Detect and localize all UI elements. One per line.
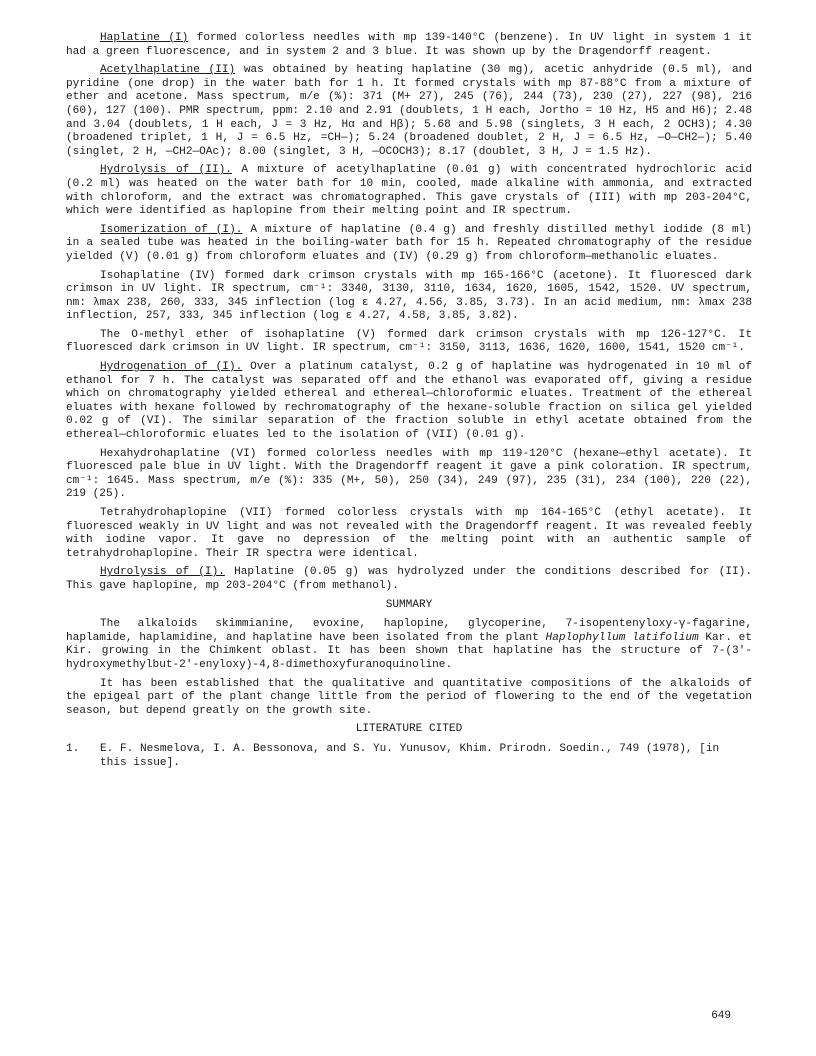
- paragraph-isohaplatine: [66, 270, 752, 324]
- paragraph-text: Isohaplatine (IV) formed dark crimson crystals with mp 165-166°C (acetone). It fluoresced dark crimson in UV light. IR spectrum, cm⁻¹: 3340, 3130, 3110, 1634, 1620, 1605, 1542, 1520. UV spectrum, nm: λmax 238, 260, 333, 345 inflection (log ε 4.27, 4.56, 3.85, 3.73). In an acid medium, nm: λmax 238 inflection, 257, 333, 345 inflection (log ε 4.27, 4.58, 3.85, 3.82).: [66, 269, 752, 323]
- paragraph-hexahydrohaplatine: [66, 448, 752, 502]
- paragraph-title: Isomerization of (I).: [100, 223, 243, 236]
- paper-page: [66, 32, 752, 770]
- paragraph-title: Acetylhaplatine (II): [100, 64, 236, 77]
- paragraph-title: Hydrolysis of (I).: [100, 566, 225, 579]
- paragraph-title: Haplatine (I): [100, 32, 189, 44]
- paragraph-title: Hydrogenation of (I).: [100, 361, 243, 374]
- paragraph-acetylhaplatine: [66, 64, 752, 159]
- paragraph-text: Hexahydrohaplatine (VI) formed colorless needles with mp 119-120°C (hexane—ethyl acetate). It fluoresced pale blue in UV light. With the Dragendorff reagent it gave a pink coloration. IR spectrum, cm⁻¹: 1645. Mass spectrum, m/e (%): 335 (M+, 50), 250 (34), 249 (97), 235 (31), 234 (100), 220 (22), 219 (25).: [66, 447, 752, 501]
- reference-text: E. F. Nesmelova, I. A. Bessonova, and S. Yu. Yunusov, Khim. Prirodn. Soedin., 749 (1978), [in this issue].: [100, 742, 720, 769]
- paragraph-text: Haplatine (0.05 g) was hydrolyzed under the conditions described for (II). This gave haplopine, mp 203-204°C (from methanol).: [66, 566, 752, 592]
- summary-heading: SUMMARY: [385, 598, 433, 611]
- paragraph-text: formed colorless needles with mp 139-140°C (benzene). In UV light in system 1 it had a green fluorescence, and in system 2 and 3 blue. It was shown up by the Dragendorff reagent.: [66, 32, 752, 58]
- paragraph-text: The O-methyl ether of isohaplatine (V) formed dark crimson crystals with mp 126-127°C. It fluoresced dark crimson in UV light. IR spectrum, cm⁻¹: 3150, 3113, 1636, 1620, 1600, 1541, 1520 cm⁻¹.: [66, 328, 752, 355]
- literature-heading: LITERATURE CITED: [355, 723, 463, 736]
- paragraph-text: was obtained by heating haplatine (30 mg), acetic anhydride (0.5 ml), and pyridine (one drop) in the water bath for 1 h. It formed crystals with mp 87-88°C from a mixture of ether and acetone. Mass spectrum, m/e (%): 371 (M+ 27), 245 (76), 244 (73), 230 (27), 227 (98), 216 (60), 127 (100). PMR spectrum, ppm: 2.10 and 2.91 (doublets, 1 H each, Jortho = 10 Hz, H5 and H6); 2.48 and 3.04 (doublets, 1 H each, J = 3 Hz, Hα and Hβ); 5.68 and 5.98 (singlets, 3 H each, 2 OCH3); 4.30 (broadened triplet, 1 H, J = 6.5 Hz, =CH—); 5.24 (broadened doublet, 2 H, J = 6.5 Hz, —O—CH2—); 5.40 (singlet, 2 H, —CH2—OAc); 8.00 (singlet, 3 H, —OCOCH3); 8.17 (doublet, 3 H, J = 1.5 Hz).: [66, 64, 752, 158]
- paragraph-text: Tetrahydrohaplopine (VII) formed colorless crystals with mp 164-165°C (ethyl acetate). It fluoresced weakly in UV light and was not revealed with the Dragendorff reagent. It was revealed feebly with iodine vapor. It gave no depression of the melting point with an authentic sample of tetrahydrohaplopine. Their IR spectra were identical.: [66, 507, 752, 560]
- paragraph-isomerization: [66, 224, 752, 265]
- paragraph-hydrogenation: [66, 361, 752, 443]
- summary-paragraph-1: [66, 618, 752, 672]
- paragraph-text: A mixture of acetylhaplatine (0.01 g) with concentrated hydrochloric acid (0.2 ml) was heated on the water bath for 10 min, cooled, made alkaline with ammonia, and extracted with chloroform, and the extract was chromatographed. This gave crystals of (III) with mp 203-204°C, which were identified as haplopine from their melting point and IR spectrum.: [66, 164, 752, 218]
- paragraph-hydrolysis-ii: [66, 164, 752, 218]
- paragraph-text: Over a platinum catalyst, 0.2 g of haplatine was hydrogenated in 10 ml of ethanol for 7 h. The catalyst was separated off and the ethanol was evaporated off, giving a residue which on chromatography yielded ethereal and ethereal—chloroformic eluates. Treatment of the ethereal eluates with hexane followed by rechromatography of the hexane-soluble fraction on silica gel yielded 0.02 g of (VI). The similar separation of the fraction soluble in ethyl acetate obtained from the ethereal—chloroformic eluates led to the isolation of (VII) (0.01 g).: [66, 361, 752, 442]
- summary-text: The alkaloids skimmianine, evoxine, haplopine, glycoperine, 7-isopentenyloxy-γ-fagarine, haplamide, haplamidine, and haplatine have been isolated from the plant: [66, 618, 752, 644]
- paragraph-hydrolysis-i: [66, 566, 752, 593]
- paragraph-text: A mixture of haplatine (0.4 g) and freshly distilled methyl iodide (8 ml) in a sealed tube was heated in the boiling-water bath for 15 h. Repeated chromatography of the residue yielded (V) (0.01 g) from chloroform eluates and (IV) (0.29 g) from chloroform—methanolic eluates.: [66, 223, 752, 263]
- reference-item: [66, 743, 752, 770]
- plant-species-name: Haplophyllum latifolium: [545, 631, 699, 644]
- summary-paragraph-2: [66, 678, 752, 719]
- paragraph-o-methyl-ether: [66, 329, 752, 356]
- paragraph-haplatine: [66, 32, 752, 59]
- summary-text: Kar. et Kir. growing in the Chimkent oblast. It has been shown that haplatine has the structure of 7-(3'-hydroxymethylbut-2'-enyloxy)-4,8-dimethoxyfuranoquinoline.: [66, 631, 752, 671]
- summary-text: It has been established that the qualitative and quantitative compositions of the alkaloids of the epigeal part of the plant change little from the period of flowering to the end of the vegetation season, but depend greatly on the growth site.: [66, 677, 752, 717]
- page-number: 649: [711, 1010, 731, 1022]
- paragraph-tetrahydrohaplopine: [66, 507, 752, 561]
- paragraph-title: Hydrolysis of (II).: [100, 164, 232, 177]
- reference-number: 1.: [66, 742, 80, 755]
